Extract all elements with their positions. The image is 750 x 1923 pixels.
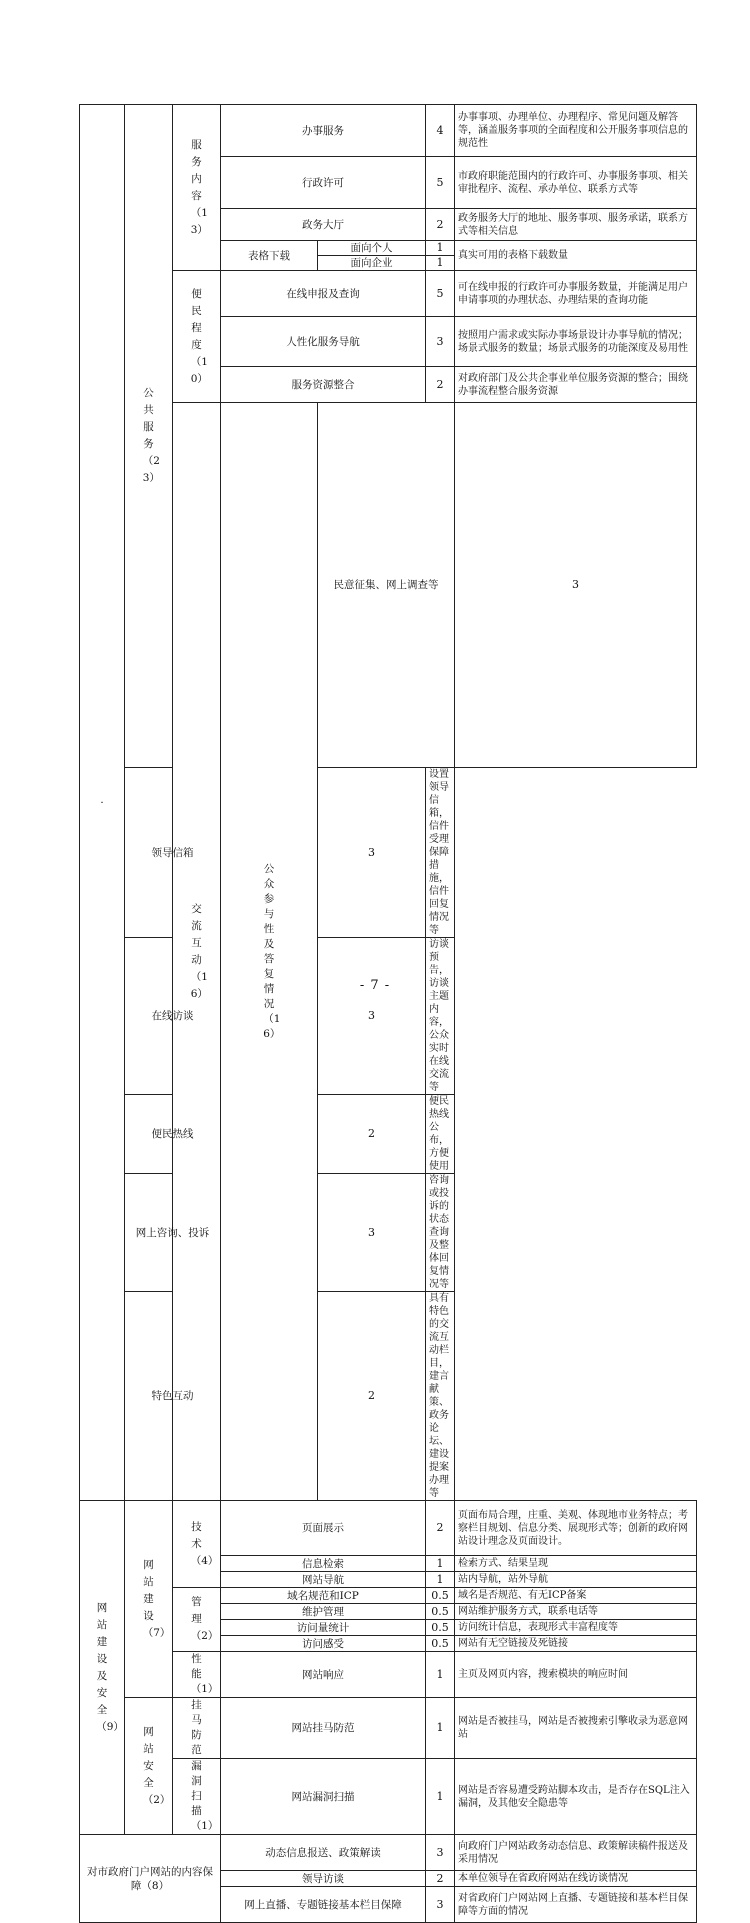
item-cell: 维护管理 [221,1604,426,1620]
item-cell: 特色互动 [125,1292,221,1501]
category-public-service: 公共服务（23） [125,105,173,768]
group-management: 管理（2） [173,1588,221,1652]
item-cell: 在线访谈 [125,938,221,1095]
score-cell: 2 [426,1871,455,1887]
description-cell: 对省政府门户网站网上直播、专题链接和基本栏目保障等方面的情况 [455,1887,697,1923]
description-cell: 页面布局合理，庄重、美观、体现地市业务特点；考察栏目规划、信息分类、展现形式等；创新的政府网站设计理念及页面设计。 [455,1501,697,1556]
score-cell: 0.5 [426,1604,455,1620]
table-row [80,1501,697,1556]
item-cell: 动态信息报送、政策解读 [221,1835,426,1871]
table-row [80,1292,697,1501]
description-cell: 办事事项、办理单位、办理程序、常见问题及解答等，涵盖服务事项的全面程度和公开服务事项信息的规范性 [455,105,697,157]
subcategory-website-construction: 网站建设（7） [125,1501,173,1698]
table-row [80,1759,697,1835]
score-cell: 1 [426,241,455,256]
score-cell: 3 [455,403,697,768]
description-cell: 政务服务大厅的地址、服务事项、服务承诺，联系方式等相关信息 [455,209,697,241]
table-row [80,768,697,938]
score-cell: 3 [318,768,426,938]
score-cell: 3 [426,1835,455,1871]
score-cell: 1 [426,1698,455,1759]
subcategory-convenience: 便民程度（10） [173,271,221,403]
category-interaction: 交流互动（16） [173,403,221,1501]
description-cell: 访谈预告，访谈主题内容，公众实时在线交流等 [426,938,455,1095]
table-row [80,271,697,317]
table-row [80,1835,697,1871]
score-cell: 1 [426,1652,455,1698]
item-cell: 办事服务 [221,105,426,157]
description-cell: 本单位领导在省政府网站在线访谈情况 [455,1871,697,1887]
evaluation-table [79,104,697,1923]
subcategory-service-content: 服务内容（13） [173,105,221,271]
sub-item-cell: 面向个人 [318,241,426,256]
description-cell: 对政府部门及公共企事业单位服务资源的整合；围绕办事流程整合服务资源 [455,367,697,403]
score-cell: 3 [426,317,455,367]
table-row [80,105,697,157]
item-cell: 网站漏洞扫描 [221,1759,426,1835]
item-cell: 网上直播、专题链接基本栏目保障 [221,1887,426,1923]
item-cell: 网站挂马防范 [221,1698,426,1759]
score-cell: 0.5 [426,1620,455,1636]
item-cell: 民意征集、网上调查等 [318,403,455,768]
description-cell: 具有特色的交流互动栏目，建言献策、政务论坛、建设提案办理等 [426,1292,455,1501]
page-number: - 7 - [359,978,391,993]
item-cell: 领导访谈 [221,1871,426,1887]
table-row [80,1174,697,1292]
score-cell: 3 [318,938,426,1095]
description-cell: 市政府职能范围内的行政许可、办事服务事项、相关审批程序、流程、承办单位、联系方式等 [455,157,697,209]
description-cell: 主页及网页内容，搜索模块的响应时间 [455,1652,697,1698]
description-cell: 网站是否被挂马，网站是否被搜索引擎收录为恶意网站 [455,1698,697,1759]
table-row [80,403,697,768]
item-cell: 网上咨询、投诉 [125,1174,221,1292]
description-cell: 可在线申报的行政许可办事服务数量，并能满足用户申请事项的办理状态、办理结果的查询功能 [455,271,697,317]
description-cell: 网站维护服务方式，联系电话等 [455,1604,697,1620]
score-cell: 2 [318,1292,426,1501]
item-cell: 域名规范和ICP [221,1588,426,1604]
score-cell: 1 [426,1556,455,1572]
score-cell: 0.5 [426,1636,455,1652]
table-row [80,1095,697,1174]
item-cell: 领导信箱 [125,768,221,938]
item-cell: 页面展示 [221,1501,426,1556]
table-row [80,1698,697,1759]
item-cell: 人性化服务导航 [221,317,426,367]
description-cell: 域名是否规范、有无ICP备案 [455,1588,697,1604]
item-cell: 便民热线 [125,1095,221,1174]
item-cell: 在线申报及查询 [221,271,426,317]
category-dot-cell: · [80,105,125,1501]
score-cell: 5 [426,271,455,317]
description-cell: 站内导航，站外导航 [455,1572,697,1588]
score-cell: 2 [426,367,455,403]
score-cell: 1 [426,256,455,271]
score-cell: 2 [426,209,455,241]
score-cell: 3 [318,1174,426,1292]
table-row [80,1588,697,1604]
score-cell: 0.5 [426,1588,455,1604]
score-cell: 4 [426,105,455,157]
item-cell: 信息检索 [221,1556,426,1572]
item-cell: 表格下载 [221,241,318,271]
description-cell: 设置领导信箱，信件受理保障措施，信件回复情况等 [426,768,455,938]
category-content-guarantee: 对市政府门户网站的内容保障（8） [80,1835,221,1923]
item-cell: 访问感受 [221,1636,426,1652]
description-cell: 真实可用的表格下载数量 [455,241,697,271]
description-cell: 咨询或投诉的状态查询及整体回复情况等 [426,1174,455,1292]
item-cell: 访问量统计 [221,1620,426,1636]
score-cell: 5 [426,157,455,209]
description-cell: 网站是否容易遭受跨站脚本攻击，是否存在SQL注入漏洞，及其他安全隐患等 [455,1759,697,1835]
item-cell: 服务资源整合 [221,367,426,403]
subcategory-website-security: 网站安全（2） [125,1698,173,1835]
description-cell: 便民热线公布，方便使用 [426,1095,455,1174]
description-cell: 检索方式、结果呈现 [455,1556,697,1572]
description-cell: 访问统计信息，表现形式丰富程度等 [455,1620,697,1636]
category-website-security: 网站建设及安全（9） [80,1501,125,1835]
item-cell: 网站响应 [221,1652,426,1698]
group-performance: 性能（1） [173,1652,221,1698]
table-row [80,938,697,1095]
item-cell: 网站导航 [221,1572,426,1588]
score-cell: 2 [426,1501,455,1556]
description-cell: 按照用户需求或实际办事场景设计办事导航的情况；场景式服务的数量；场景式服务的功能深度及易用性 [455,317,697,367]
table-row [80,1652,697,1698]
item-cell: 政务大厅 [221,209,426,241]
score-cell: 1 [426,1759,455,1835]
group-trojan-prevention: 挂马防范 [173,1698,221,1759]
item-cell: 行政许可 [221,157,426,209]
group-technology: 技术（4） [173,1501,221,1588]
subcategory-participation: 公众参与性及答复情况（16） [221,403,318,1501]
group-vulnerability-scan: 漏洞扫描（1） [173,1759,221,1835]
score-cell: 1 [426,1572,455,1588]
description-cell: 向政府门户网站政务动态信息、政策解读稿件报送及采用情况 [455,1835,697,1871]
sub-item-cell: 面向企业 [318,256,426,271]
score-cell: 2 [318,1095,426,1174]
score-cell: 3 [426,1887,455,1923]
description-cell: 网站有无空链接及死链接 [455,1636,697,1652]
